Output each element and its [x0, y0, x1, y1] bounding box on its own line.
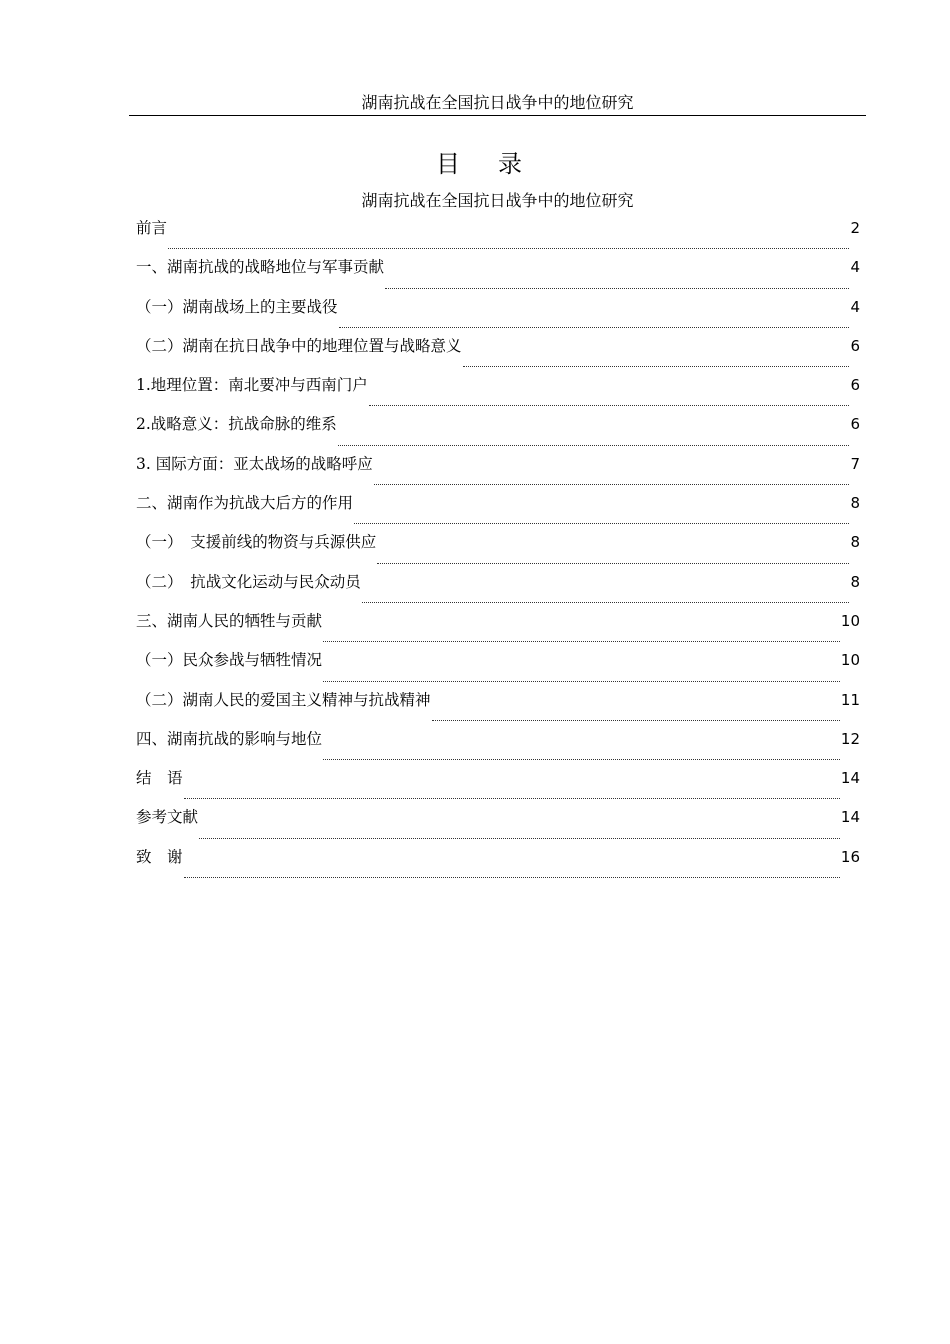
dot-leader	[463, 365, 850, 367]
dot-leader	[184, 797, 840, 799]
dot-leader	[432, 719, 840, 721]
toc-entry-page: 4	[850, 297, 860, 316]
toc-entry[interactable]	[136, 530, 860, 569]
dot-leader	[369, 404, 850, 406]
dot-leader	[385, 287, 849, 289]
toc-list	[136, 216, 860, 884]
dot-leader	[339, 326, 850, 328]
toc-entry[interactable]	[136, 648, 860, 687]
toc-entry-page: 14	[840, 769, 860, 788]
dot-leader	[374, 483, 850, 485]
toc-entry-label: （二）湖南在抗日战争中的地理位置与战略意义	[136, 336, 462, 355]
running-header: 湖南抗战在全国抗日战争中的地位研究	[129, 92, 866, 116]
dot-leader	[362, 601, 850, 603]
toc-entry[interactable]	[136, 216, 860, 255]
dot-leader	[354, 522, 849, 524]
toc-entry-label: （一）民众参战与牺牲情况	[136, 651, 323, 670]
toc-entry[interactable]	[136, 766, 860, 805]
toc-entry-label: 3. 国际方面：亚太战场的战略呼应	[136, 454, 373, 473]
toc-entry-page: 7	[850, 454, 860, 473]
toc-entry-label: （一）湖南战场上的主要战役	[136, 297, 338, 316]
toc-entry-label: 三、湖南人民的牺牲与贡献	[136, 611, 323, 630]
toc-entry-label: 一、湖南抗战的战略地位与军事贡献	[136, 258, 385, 277]
dot-leader	[338, 444, 850, 446]
toc-entry-label: （二） 抗战文化运动与民众动员	[136, 572, 361, 591]
toc-entry-label: 二、湖南作为抗战大后方的作用	[136, 494, 354, 513]
toc-entry-label: 2.战略意义：抗战命脉的维系	[136, 415, 337, 434]
toc-entry[interactable]	[136, 491, 860, 530]
toc-entry-page: 10	[840, 611, 860, 630]
dot-leader	[168, 247, 849, 249]
toc-entry[interactable]	[136, 805, 860, 844]
dot-leader	[377, 562, 849, 564]
toc-entry-page: 6	[850, 336, 860, 355]
toc-entry-label: 致 谢	[136, 847, 183, 866]
toc-entry[interactable]	[136, 412, 860, 451]
toc-entry-page: 6	[850, 415, 860, 434]
dot-leader	[199, 837, 840, 839]
toc-entry[interactable]	[136, 452, 860, 491]
dot-leader	[184, 876, 840, 878]
toc-entry-page: 6	[850, 376, 860, 395]
dot-leader	[323, 640, 840, 642]
toc-entry-page: 11	[840, 690, 860, 709]
toc-subtitle: 湖南抗战在全国抗日战争中的地位研究	[361, 191, 634, 210]
toc-entry-page: 8	[850, 572, 860, 591]
toc-entry[interactable]	[136, 845, 860, 884]
toc-entry-label: 四、湖南抗战的影响与地位	[136, 729, 323, 748]
toc-entry-page: 16	[840, 847, 860, 866]
toc-entry-page: 8	[850, 494, 860, 513]
toc-entry[interactable]	[136, 570, 860, 609]
toc-entry-page: 2	[850, 219, 860, 237]
dot-leader	[323, 680, 840, 682]
toc-entry[interactable]	[136, 255, 860, 294]
toc-entry-page: 12	[840, 729, 860, 748]
toc-entry-label: （一） 支援前线的物资与兵源供应	[136, 533, 377, 552]
toc-entry-page: 10	[840, 651, 860, 670]
toc-entry-label: 结 语	[136, 769, 183, 788]
toc-entry[interactable]	[136, 688, 860, 727]
toc-entry[interactable]	[136, 334, 860, 373]
dot-leader	[323, 758, 840, 760]
toc-entry[interactable]	[136, 295, 860, 334]
toc-entry[interactable]	[136, 373, 860, 412]
toc-entry-page: 4	[850, 258, 860, 277]
toc-entry[interactable]	[136, 609, 860, 648]
toc-entry-label: 参考文献	[136, 808, 199, 827]
toc-entry-label: （二）湖南人民的爱国主义精神与抗战精神	[136, 690, 431, 709]
toc-entry-page: 8	[850, 533, 860, 552]
toc-entry[interactable]	[136, 727, 860, 766]
toc-heading: 目录	[436, 150, 560, 178]
toc-entry-label: 前言	[136, 219, 168, 237]
toc-entry-page: 14	[840, 808, 860, 827]
toc-entry-label: 1.地理位置：南北要冲与西南门户	[136, 376, 368, 395]
